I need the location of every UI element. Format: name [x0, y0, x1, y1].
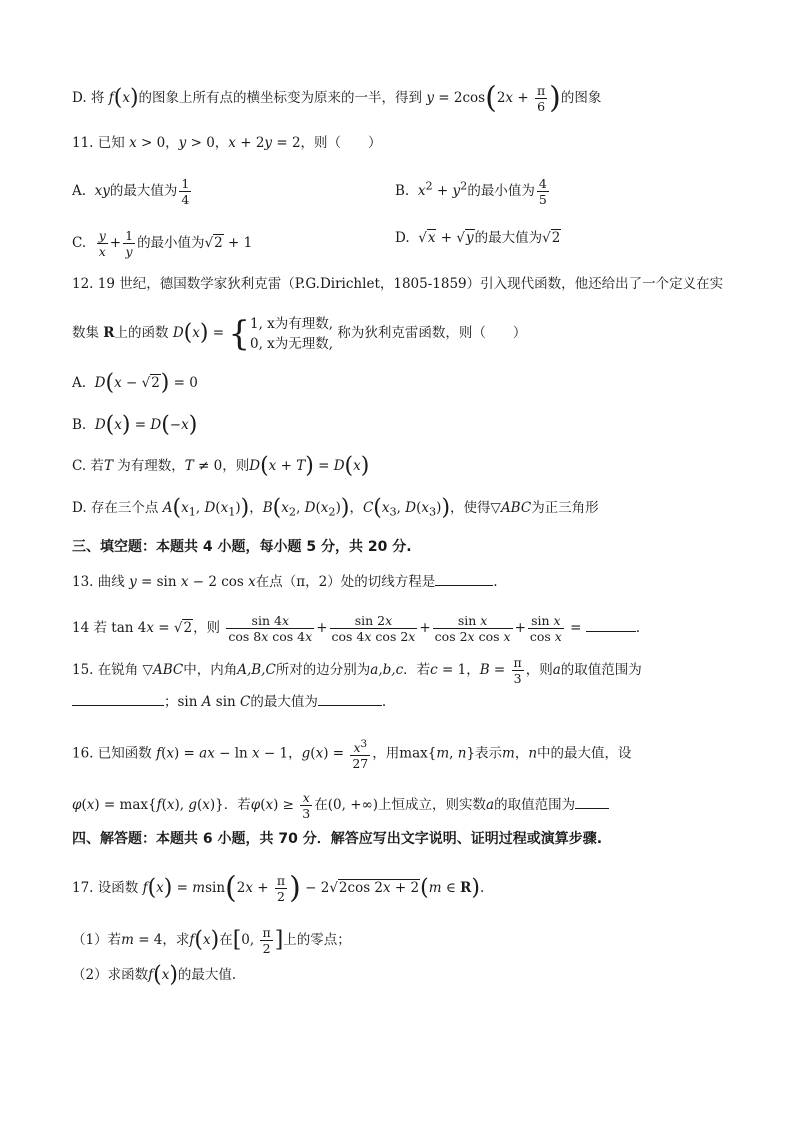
q11-option-c: C. $\frac{y}{x}$ + $\frac{1}{y}$ 的最小值为√2 + 1: [72, 228, 253, 259]
answer-blank[interactable]: [72, 691, 164, 706]
q11-option-a: A. xy的最大值为 $\frac{1}{4}$: [72, 176, 190, 207]
q12-option-c: C. 若T 为有理数，T ≠ 0，则D(x + T) = D(x): [72, 453, 370, 479]
fraction-y-over-x: $\frac{y}{x}$: [98, 228, 106, 259]
fraction-1-over-y: $\frac{1}{y}$: [125, 228, 134, 259]
q16-line1: 16. 已知函数 f(x) = ax − ln x − 1，g(x) = $\frac{x^3}{27}$ ，用max{m, n}表示m，n中的最大值，设: [72, 738, 632, 772]
q15-line1: 15. 在锐角 ▽ABC中，内角A,B,C所对的边分别为a,b,c．若c = 1，B = $\frac{\pi}{3}$ ，则a的取值范围为: [72, 655, 642, 686]
fraction-pi-over-6: $\frac{\pi}{6}$: [536, 83, 546, 114]
math-fx: f: [108, 90, 114, 106]
section-4-heading: 四、解答题：本题共 6 小题，共 70 分．解答应写出文字说明、证明过程或演算步骤.: [72, 831, 603, 847]
q12-stem-line2: 数集 R上的函数 D(x) = { 1, x为有理数, 0, x为无理数, 称为狄利克雷函数，则（ ）: [72, 313, 527, 354]
q10-option-d: D. 将 f(x)的图象上所有点的横坐标变为原来的一半，得到 y = 2cos(2x + $\frac{\pi}{6}$ )的图象: [72, 80, 602, 116]
q17-part-2: （2）求函数f(x)的最大值.: [72, 962, 237, 988]
q16-line2: φ(x) = max{f(x), g(x)}．若φ(x) ≥ $\frac{x}{3}$ 在(0, +∞)上恒成立，则实数a的取值范围为: [72, 790, 609, 821]
q11-option-d: D. √x + √y的最大值为√2: [395, 230, 561, 246]
fraction-1-over-4: $\frac{1}{4}$: [181, 176, 190, 207]
q11-option-b: B. $x^2 + y^2$的最小值为 $\frac{4}{5}$: [395, 176, 547, 207]
answer-blank[interactable]: [318, 691, 382, 706]
q15-line2: ；sin A sin C的最大值为 .: [72, 691, 386, 712]
fraction-4-over-5: $\frac{4}{5}$: [538, 176, 547, 207]
q12-option-d: D. 存在三个点 $A(x_1$, $D(x_1)$)，$B(x_2$, $D(x_2)$)，$C(x_3$, $D(x_3)$)，使得▽ABC为正三角形: [72, 495, 599, 521]
q14: 14 若 tan 4x = √2，则 $\frac{\sin 4x}{\text{cos 8x cos 4x}}$ + $\frac{\sin 2x}{\text{cos 4x cos 2x}}$ + $\frac{\text{sin x}}{\text{cos 2x cos x}}$ + $\frac{\text{sin x}}{\text{cos x}}$ = .: [72, 613, 641, 644]
sqrt-2: √2: [204, 235, 223, 251]
dirichlet-cases: 1, x为有理数, 0, x为无理数,: [250, 315, 334, 352]
q12-stem-line1: 12. 19 世纪，德国数学家狄利克雷（P.G.Dirichlet，1805-1859）引入现代函数，他还给出了一个定义在实: [72, 276, 724, 292]
answer-blank[interactable]: [435, 571, 493, 586]
q12-option-b: B. D(x) = D(−x): [72, 412, 198, 438]
q17-part-1: （1）若m = 4，求f(x)在[0, $\frac{\pi}{2}$ ]上的零点；: [72, 925, 351, 956]
q11-stem: 11. 已知 x > 0，y > 0，x + 2y = 2，则（ ）: [72, 135, 382, 151]
q12-option-a: A. D(x − √2) = 0: [72, 370, 198, 396]
section-3-heading: 三、填空题：本题共 4 小题，每小题 5 分，共 20 分.: [72, 539, 412, 555]
q17-stem: 17. 设函数 f(x) = msin(2x + $\frac{\pi}{2}$ ) − 2√2cos 2x + 2(m ∈ R).: [72, 870, 485, 906]
answer-blank[interactable]: [586, 617, 636, 632]
answer-blank[interactable]: [575, 794, 609, 809]
q13: 13. 曲线 y = sin x − 2 cos x在点（π，2）处的切线方程是 .: [72, 571, 498, 592]
